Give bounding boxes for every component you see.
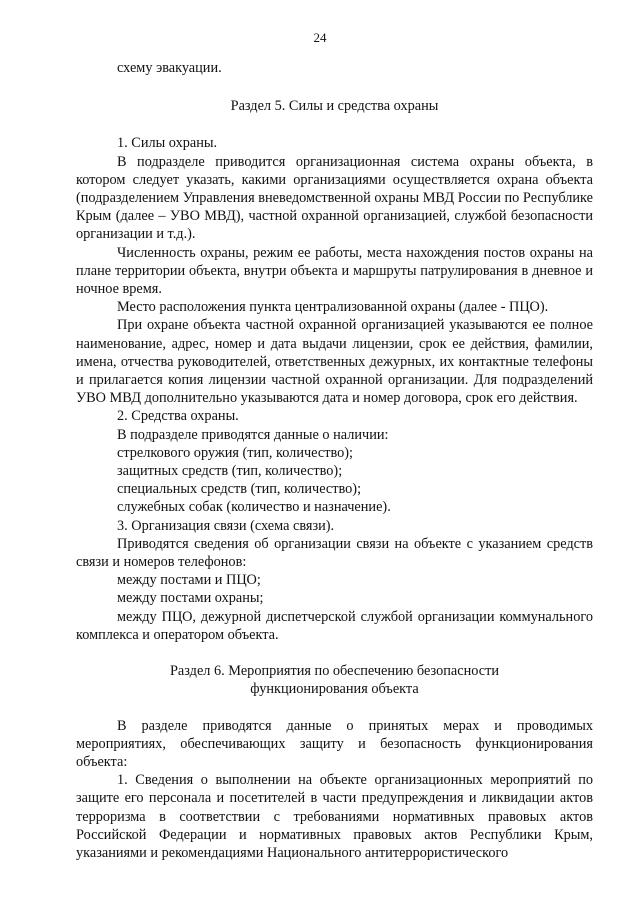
list-item: стрелкового оружия (тип, количество); xyxy=(117,444,353,461)
page-number: 24 xyxy=(313,30,327,45)
paragraph: В подразделе приводится организационная система охраны объекта, в котором следует указать, какими организациями осуществляется охрана объекта (подразделением Управления вневедомственной охраны МВД России по Республике Крым (далее – УВО МВД), частной охранной организацией, службой безопасности организации и т.д.). xyxy=(76,153,593,243)
section-heading: Раздел 6. Мероприятия по обеспечению безопасности xyxy=(169,663,499,680)
list-item: между постами охраны; xyxy=(117,590,264,607)
paragraph: 1. Сведения о выполнении на объекте организационных мероприятий по защите его персонала и посетителей в части предупреждения и ликвидации актов терроризма в соответствии с требованиями нормативных правовых актов Российской Федерации и нормативных правовых актов Республики Крым, указаниями и рекомендациями Национального антитеррористического xyxy=(76,772,593,861)
list-item: между постами и ПЦО; xyxy=(117,572,261,589)
section-heading-line-2: функционирования объекта xyxy=(250,681,419,698)
subsection-heading: 1. Силы охраны. xyxy=(117,135,218,152)
paragraph: В подразделе приводятся данные о наличии: xyxy=(117,426,389,443)
list-item: защитных средств (тип, количество); xyxy=(117,463,343,480)
list-item: служебных собак (количество и назначение). xyxy=(117,499,391,516)
paragraph: схему эвакуации. xyxy=(117,60,222,76)
subsection-heading: 3. Организация связи (схема связи). xyxy=(117,517,335,534)
subsection-heading: 2. Средства охраны. xyxy=(117,408,239,425)
list-item: специальных средств (тип, количество); xyxy=(117,481,362,498)
paragraph: Численность охраны, режим ее работы, места нахождения постов охраны на плане территории объекта, внутри объекта и маршруты патрулирования в дневное и ночное время. xyxy=(76,244,593,298)
document-body xyxy=(76,59,593,862)
paragraph: При охране объекта частной охранной организацией указываются ее полное наименование, адрес, номер и дата выдачи лицензии, срок ее действия, фамилии, имена, отчества руководителей, ответственных дежурных, их контактные телефоны и прилагается копия лицензии частной охранной организации. Для подразделений УВО МВД дополнительно указываются дата и номер договора, срок его действия. xyxy=(76,317,593,407)
section-heading: Раздел 5. Силы и средства охраны xyxy=(230,98,439,115)
list-item: между ПЦО, дежурной диспетчерской службой организации коммунального комплекса и оператором объекта. xyxy=(76,608,593,643)
paragraph: В разделе приводятся данные о принятых мерах и проводимых мероприятиях, обеспечивающих защиту и безопасность функционирования объекта: xyxy=(76,717,593,770)
paragraph: Приводятся сведения об организации связи на объекте с указанием средств связи и номеров телефонов: xyxy=(76,535,593,571)
paragraph: Место расположения пункта централизованной охраны (далее - ПЦО). xyxy=(117,299,549,316)
